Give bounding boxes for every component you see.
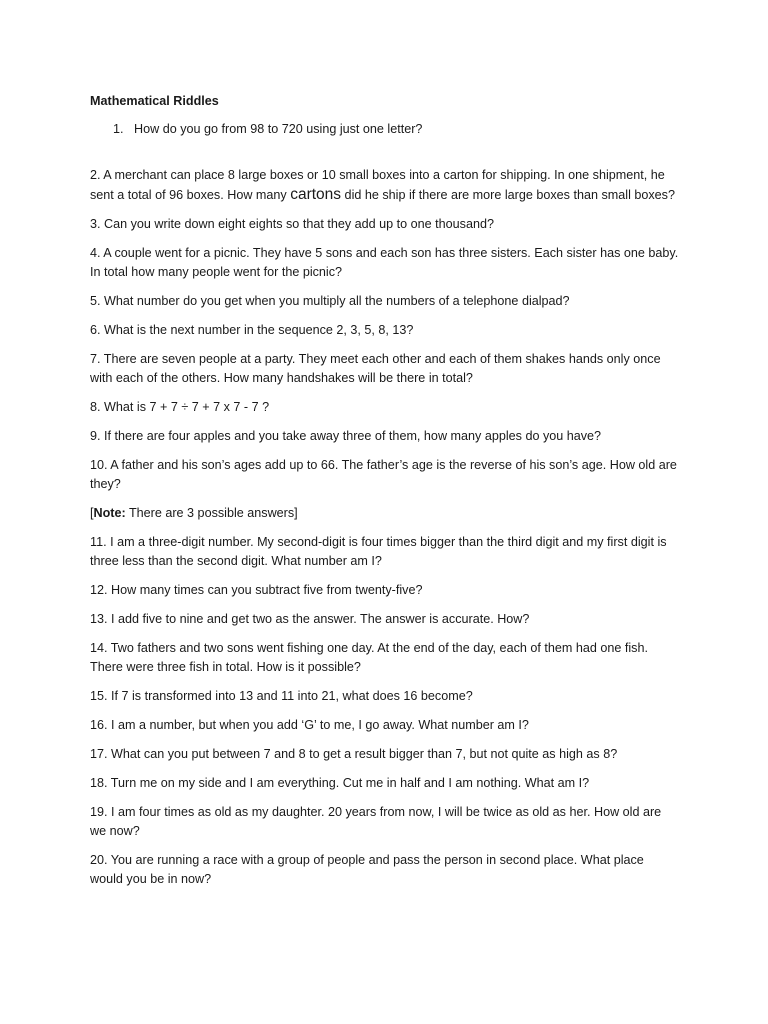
- riddle-10: 10. A father and his son’s ages add up to 66. The father’s age is the reverse of his son’s age. How old are they?: [90, 458, 677, 491]
- document-page: [90, 92, 680, 899]
- riddle-1-text: How do you go from 98 to 720 using just one letter?: [134, 122, 423, 136]
- riddle-2-text-start: 2. A merchant can place 8 large boxes or 10 small boxes into a carton for shipping. In one shipment, he sent a total of 96 boxes. How many: [90, 168, 665, 202]
- riddle-17: 17. What can you put between 7 and 8 to get a result bigger than 7, but not quite as high as 8?: [90, 747, 618, 761]
- riddle-15: 15. If 7 is transformed into 13 and 11 into 21, what does 16 become?: [90, 689, 473, 703]
- riddle-19: 19. I am four times as old as my daughter. 20 years from now, I will be twice as old as her. How old are we now?: [90, 805, 662, 838]
- riddle-3: 3. Can you write down eight eights so that they add up to one thousand?: [90, 217, 494, 231]
- riddle-16: 16. I am a number, but when you add ‘G’ to me, I go away. What number am I?: [90, 718, 529, 732]
- riddle-14: 14. Two fathers and two sons went fishing one day. At the end of the day, each of them had one fish. There were three fish in total. How is it possible?: [90, 641, 648, 674]
- riddle-13: 13. I add five to nine and get two as the answer. The answer is accurate. How?: [90, 612, 530, 626]
- note-text: There are 3 possible answers]: [125, 506, 298, 520]
- note-open-bracket: [: [90, 506, 94, 520]
- document-title: Mathematical Riddles: [90, 94, 219, 108]
- riddle-1: [113, 120, 680, 139]
- riddle-12: 12. How many times can you subtract five from twenty-five?: [90, 583, 423, 597]
- riddle-11: 11. I am a three-digit number. My second-digit is four times bigger than the third digit and my first digit is three less than the second digit. What number am I?: [90, 535, 667, 568]
- riddle-2: [90, 166, 680, 205]
- riddle-18: 18. Turn me on my side and I am everything. Cut me in half and I am nothing. What am I?: [90, 776, 590, 790]
- riddle-4: 4. A couple went for a picnic. They have 5 sons and each son has three sisters. Each sister has one baby. In total how many people went for the picnic?: [90, 246, 679, 279]
- riddle-7: 7. There are seven people at a party. They meet each other and each of them shakes hands only once with each of the others. How many handshakes will be there in total?: [90, 352, 661, 385]
- riddle-20: 20. You are running a race with a group of people and pass the person in second place. What place would you be in now?: [90, 853, 644, 886]
- riddle-2-emphasis: cartons: [290, 186, 342, 203]
- riddle-1-number: 1.: [113, 122, 124, 136]
- riddle-8: 8. What is 7 + 7 ÷ 7 + 7 x 7 - 7 ?: [90, 400, 270, 414]
- riddle-9: 9. If there are four apples and you take away three of them, how many apples do you have?: [90, 429, 602, 443]
- riddle-5: 5. What number do you get when you multiply all the numbers of a telephone dialpad?: [90, 294, 570, 308]
- riddle-6: 6. What is the next number in the sequence 2, 3, 5, 8, 13?: [90, 323, 414, 337]
- riddle-2-text-end: did he ship if there are more large boxes than small boxes?: [341, 188, 675, 202]
- riddle-10-note: [90, 504, 680, 523]
- note-label: Note:: [93, 506, 126, 520]
